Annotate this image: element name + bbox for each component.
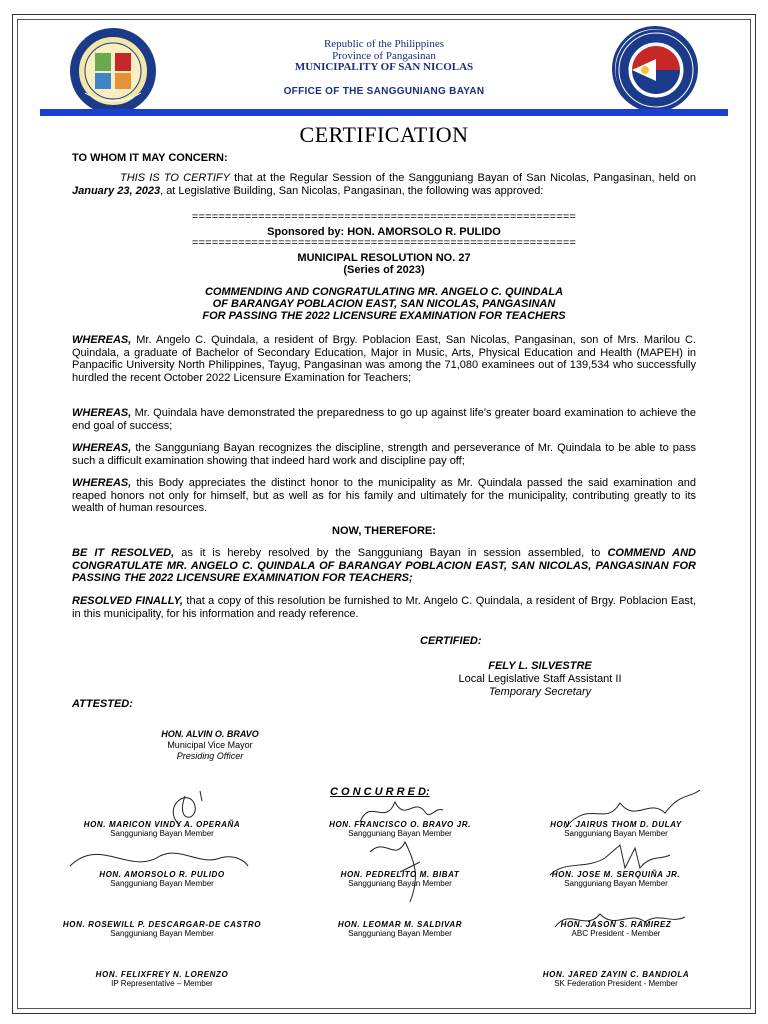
member-signature-block (506, 820, 726, 838)
attested-name: HON. ALVIN O. BRAVO (161, 729, 259, 739)
whereas-text: Mr. Angelo C. Quindala, a resident of Brgy. Poblacion East, San Nicolas, Pangasinan, son of Mrs. Marilou C. Quindala, a graduate of Bachelor of Secondary Education, Major in Music, Arts, Physical Education and Health (MAPEH) in Panpacific University North Philippines, Tayug, Pangasinan was among the 71,080 examinees out of 139,534 who successfully hurdled the recent October 2022 Licensure Examination for Teachers; (72, 334, 696, 384)
header-municipality: MUNICIPALITY OF SAN NICOLAS (294, 61, 474, 73)
attested-role: Municipal Vice Mayor (167, 740, 253, 750)
header-province: Province of Pangasinan (332, 50, 436, 62)
member-name: HON. AMORSOLO R. PULIDO (99, 870, 225, 879)
certified-label: CERTIFIED: (420, 635, 482, 647)
intro-paragraph (72, 172, 696, 197)
whereas-lead: WHEREAS, (72, 442, 132, 454)
member-signature-block (52, 870, 272, 888)
attested-role-2: Presiding Officer (176, 751, 244, 761)
resolved-finally-lead: RESOLVED FINALLY, (72, 595, 183, 607)
certified-role: Local Legislative Staff Assistant II (458, 673, 622, 685)
member-role: Sangguniang Bayan Member (110, 879, 214, 888)
sponsor-line: Sponsored by: HON. AMORSOLO R. PULIDO (267, 226, 501, 238)
member-role: IP Representative – Member (111, 979, 213, 988)
member-signature-block (52, 970, 272, 988)
member-name: HON. PEDRELITO M. BIBAT (340, 870, 460, 879)
whereas-clause (72, 334, 696, 384)
whereas-text: Mr. Quindala have demonstrated the preparedness to go up against life's greater board examination to achieve the end goal of success; (72, 407, 696, 432)
member-role: Sangguniang Bayan Member (348, 829, 452, 838)
resolution-title-line: OF BARANGAY POBLACION EAST, SAN NICOLAS, PANGASINAN (212, 298, 556, 310)
whereas-lead: WHEREAS, (72, 334, 132, 346)
whereas-clause (72, 477, 696, 515)
whereas-clause (72, 407, 696, 432)
member-role: ABC President - Member (571, 929, 661, 938)
whereas-lead: WHEREAS, (72, 407, 132, 419)
member-name: HON. LEOMAR M. SALDIVAR (337, 920, 463, 929)
separator-line: ========================================================== (191, 237, 577, 249)
certified-name: FELY L. SILVESTRE (488, 660, 592, 672)
member-role: Sangguniang Bayan Member (110, 829, 214, 838)
sangguniang-bayan-seal-logo (612, 26, 698, 112)
member-name: HON. JAIRUS THOM D. DULAY (550, 820, 682, 829)
member-signature-block (290, 820, 510, 838)
member-name: HON. MARICON VINDY A. OPERAÑA (83, 820, 241, 829)
member-name: HON. JOSE M. SERQUIÑA JR. (551, 870, 681, 879)
member-role: Sangguniang Bayan Member (564, 829, 668, 838)
member-signature-block (52, 820, 272, 838)
member-signature-block (290, 920, 510, 938)
member-role: Sangguniang Bayan Member (348, 879, 452, 888)
resolution-series: (Series of 2023) (343, 264, 425, 276)
member-signature-block (506, 870, 726, 888)
attested-label: ATTESTED: (72, 698, 133, 710)
document-title: CERTIFICATION (299, 122, 469, 147)
resolved-finally-clause (72, 595, 696, 620)
whereas-text: the Sangguniang Bayan recognizes the discipline, strength and perseverance of Mr. Quindala to be able to pass such a difficult examination showing that indeed hard work and discipline pay off; (72, 442, 696, 467)
member-name: HON. FRANCISCO O. BRAVO JR. (329, 820, 471, 829)
intro-text-1: that at the Regular Session of the Sangguniang Bayan of San Nicolas, Pangasinan, held on (229, 172, 696, 184)
member-role: Sangguniang Bayan Member (110, 929, 214, 938)
whereas-lead: WHEREAS, (72, 477, 132, 489)
whereas-text: this Body appreciates the distinct honor to the municipality as Mr. Quindala passed the said examination and reaped honors not only for himself, but as well as for his family and ultimately for the municipality, contributing greatly to its wealth of human resources. (72, 477, 696, 514)
certified-role-2: Temporary Secretary (488, 686, 592, 698)
resolved-clause (72, 547, 696, 585)
concurred-label: C O N C U R R E D: (330, 786, 430, 798)
member-name: HON. JARED ZAYIN C. BANDIOLA (542, 970, 690, 979)
resolved-lead: BE IT RESOLVED, (72, 547, 175, 559)
header-republic: Republic of the Philippines (323, 38, 445, 50)
member-role: Sangguniang Bayan Member (348, 929, 452, 938)
intro-text-2: , at Legislative Building, San Nicolas, Pangasinan, the following was approved: (160, 184, 544, 197)
resolution-title-line: FOR PASSING THE 2022 LICENSURE EXAMINATION FOR TEACHERS (202, 310, 566, 322)
member-role: SK Federation President - Member (554, 979, 678, 988)
resolution-number: MUNICIPAL RESOLUTION NO. 27 (297, 252, 471, 264)
member-signature-block (290, 870, 510, 888)
salutation: TO WHOM IT MAY CONCERN: (72, 152, 228, 164)
resolved-emphasis: COMMEND AND CONGRATULATE MR. ANGELO C. QUINDALA OF BARANGAY POBLACION EAST, SAN NICOLAS, PANGASINAN FOR PASSING THE 2022 LICENSURE EXAMINATION FOR TEACHERS; (72, 547, 696, 584)
member-signature-block (506, 920, 726, 938)
session-date: January 23, 2023 (72, 184, 161, 197)
municipal-seal-logo (70, 28, 156, 114)
header-office: OFFICE OF THE SANGGUNIANG BAYAN (283, 86, 485, 97)
now-therefore: NOW, THEREFORE: (332, 525, 436, 537)
resolution-title-line: COMMENDING AND CONGRATULATING MR. ANGELO C. QUINDALA (204, 286, 564, 298)
member-signature-block (42, 920, 282, 938)
separator-line: ========================================================== (191, 211, 577, 223)
certify-phrase: THIS IS TO CERTIFY (120, 172, 230, 184)
header-divider (40, 109, 728, 116)
member-name: HON. FELIXFREY N. LORENZO (95, 970, 229, 979)
resolved-finally-text: that a copy of this resolution be furnished to Mr. Angelo C. Quindala, a resident of Brgy. Poblacion East, in this municipality, for his information and ready reference. (72, 595, 696, 620)
member-role: Sangguniang Bayan Member (564, 879, 668, 888)
whereas-clause (72, 442, 696, 467)
resolved-text: as it is hereby resolved by the Sangguniang Bayan in session assembled, to (174, 547, 608, 559)
member-name: HON. JASON S. RAMIREZ (560, 920, 672, 929)
member-name: HON. ROSEWILL P. DESCARGAR-DE CASTRO (62, 920, 262, 929)
member-signature-block (496, 970, 736, 988)
